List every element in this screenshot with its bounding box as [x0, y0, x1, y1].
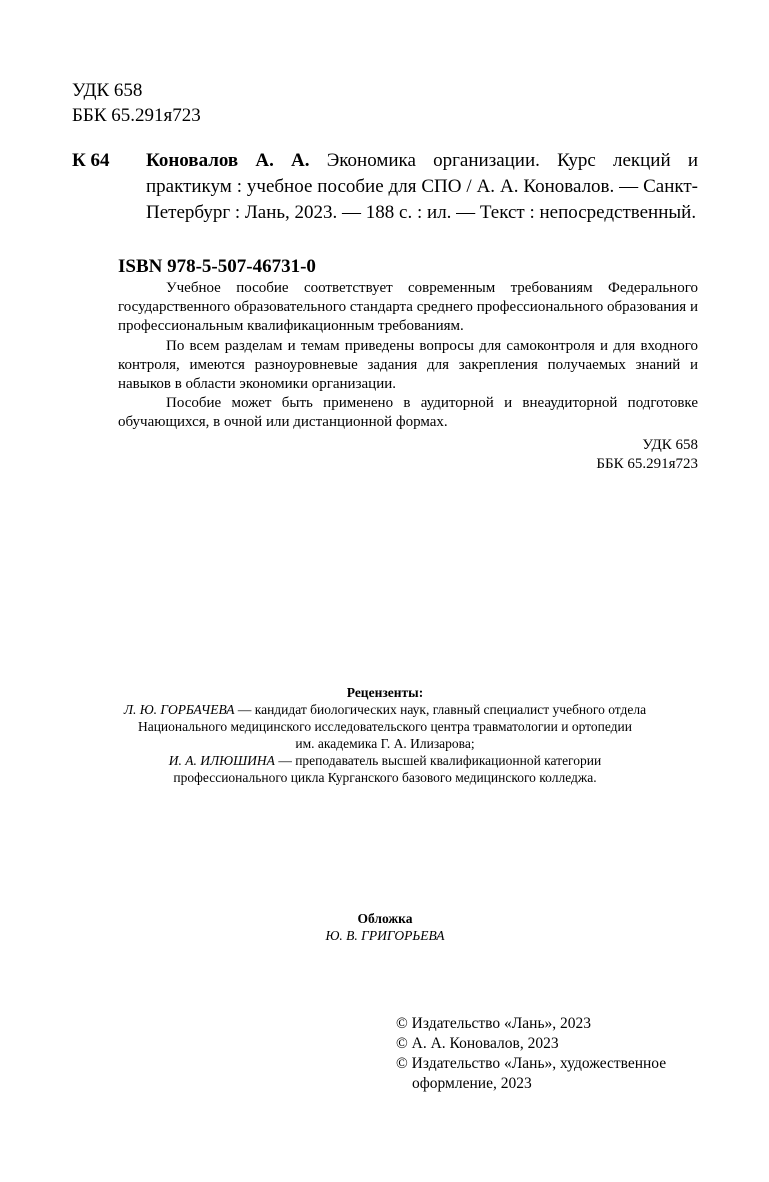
copyright-design: © Издательство «Лань», художественное — [396, 1055, 667, 1072]
cover-designer: Ю. В. ГРИГОРЬЕВА — [325, 928, 445, 943]
classification-codes-top — [72, 78, 201, 128]
copyright-author: © А. А. Коновалов, 2023 — [396, 1035, 559, 1052]
cover-heading: Обложка — [357, 911, 413, 926]
author-mark: К 64 — [72, 150, 110, 171]
cover-credit — [72, 910, 698, 944]
udk-code: УДК 658 — [72, 80, 143, 101]
author-name: Коновалов А. А. — [146, 150, 310, 171]
copyright-publisher: © Издательство «Лань», 2023 — [396, 1015, 592, 1032]
reviewer-2 — [72, 752, 698, 769]
reviewer-2-name: И. А. ИЛЮШИНА — [168, 753, 275, 768]
udk-code: УДК 658 — [642, 437, 698, 453]
reviewer-1-affiliation: Национального медицинского исследовательского центра травматологии и ортопедии — [137, 719, 633, 734]
bibliographic-description — [146, 148, 698, 226]
bbk-code: ББК 65.291я723 — [72, 105, 201, 126]
reviewer-2-title: — преподаватель высшей квалификационной категории — [274, 753, 602, 768]
reviewers-section — [72, 684, 698, 786]
reviewer-1-affiliation-cont: им. академика Г. А. Илизарова; — [295, 736, 475, 751]
abstract-paragraph: По всем разделам и темам приведены вопросы для самоконтроля и для входного контроля, имеются разноуровневые задания для закрепления получаемых знаний и навыков в области экономики организации. — [118, 337, 698, 393]
reviewer-1-name: Л. Ю. ГОРБАЧЕВА — [123, 702, 235, 717]
abstract-paragraph: Пособие может быть применено в аудиторной и внеаудиторной подготовке обучающихся, в очной или дистанционной формах. — [118, 395, 698, 431]
copyright-notices — [396, 1014, 716, 1094]
classification-codes-bottom — [470, 436, 698, 474]
bbk-code: ББК 65.291я723 — [596, 456, 698, 472]
reviewer-2-affiliation: профессионального цикла Курганского базового медицинского колледжа. — [173, 770, 597, 785]
isbn: ISBN 978-5-507-46731-0 — [118, 256, 316, 277]
reviewers-heading: Рецензенты: — [346, 685, 424, 700]
abstract-paragraph: Учебное пособие соответствует современным требованиям Федерального государственного образовательного стандарта среднего профессионального образования и профессиональным квалификационным требованиям. — [118, 280, 698, 335]
copyright-design-cont: оформление, 2023 — [412, 1075, 532, 1092]
abstract — [118, 279, 698, 433]
reviewer-1 — [72, 701, 698, 718]
reviewer-1-title: — кандидат биологических наук, главный специалист учебного отдела — [234, 702, 647, 717]
bibliographic-text: Экономика организации. Курс лекций и практикум : учебное пособие для СПО / А. А. Коновалов. — Санкт-Петербург : Лань, 2023. — 188 с. : ил. — Текст : непосредственный. — [146, 150, 699, 223]
